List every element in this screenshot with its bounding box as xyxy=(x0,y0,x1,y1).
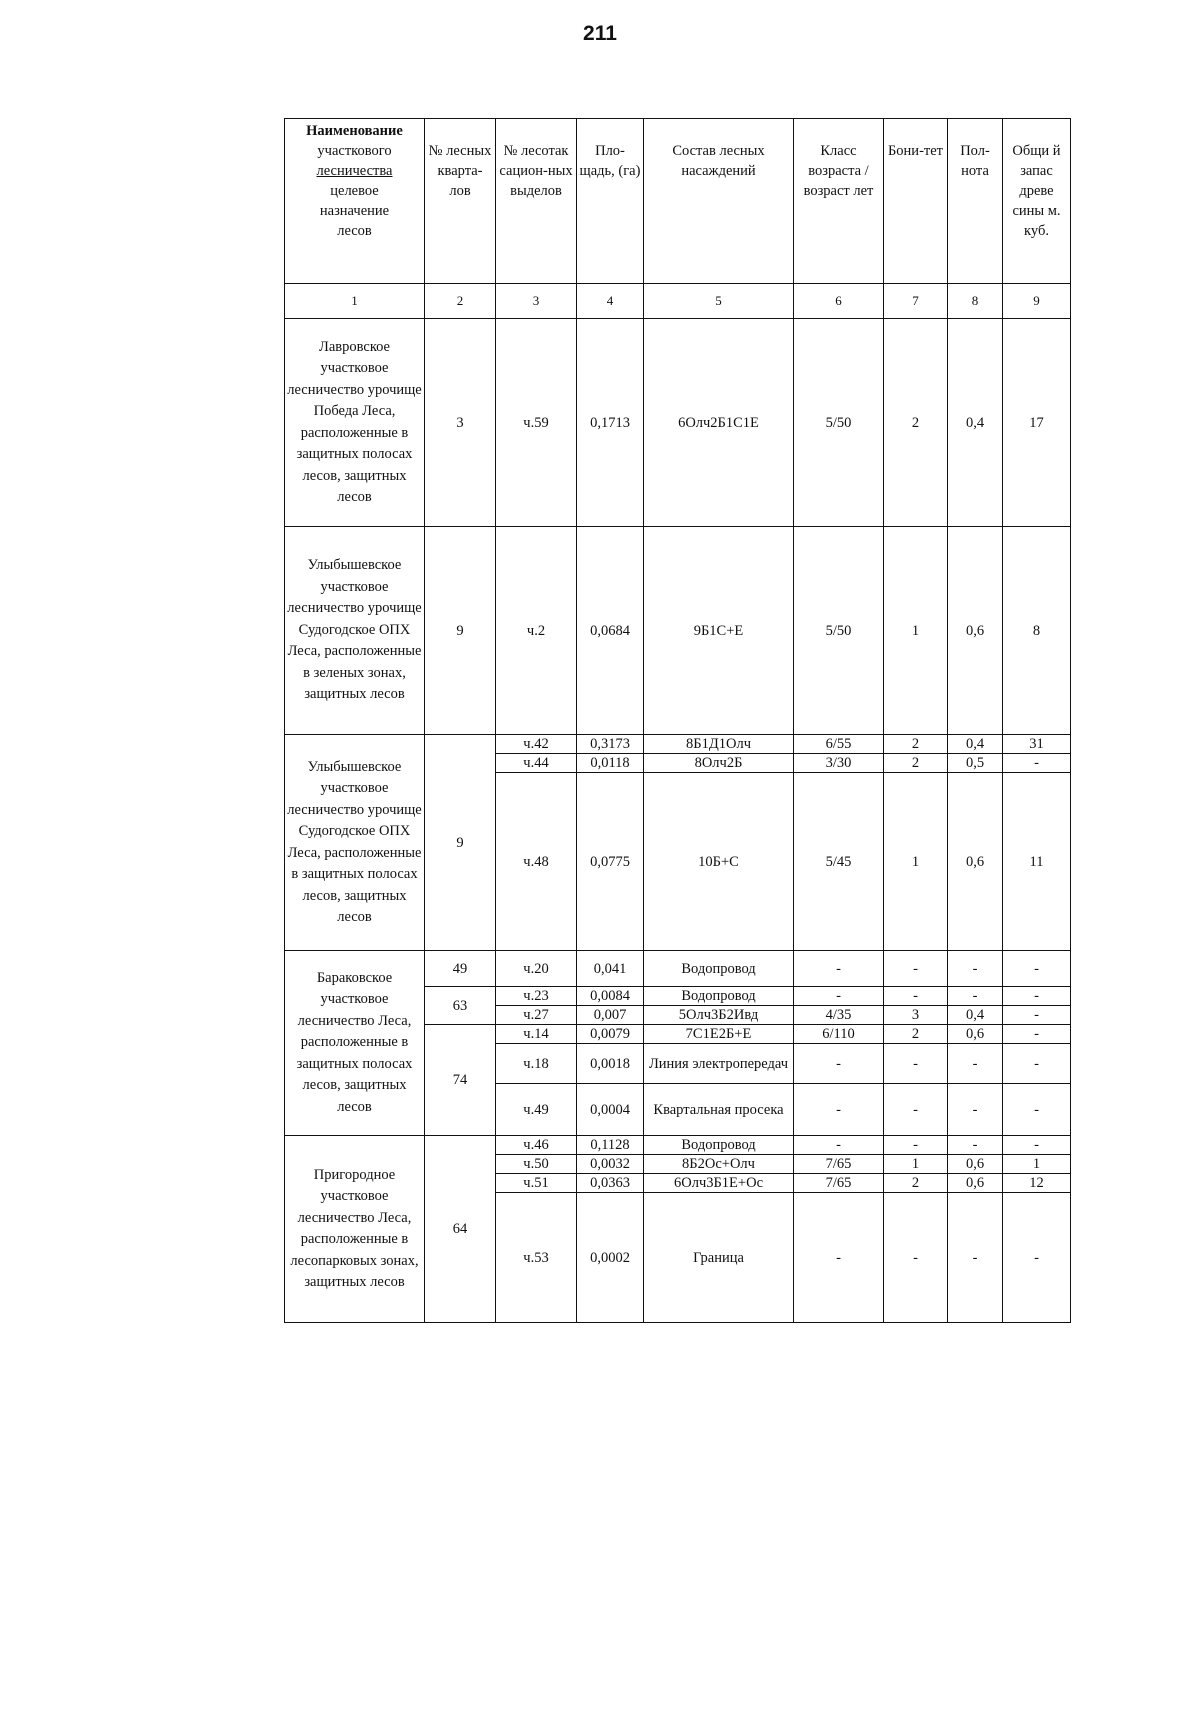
header-name xyxy=(285,119,425,284)
table-row xyxy=(285,951,1071,987)
stock-cell: - xyxy=(1003,1084,1071,1136)
density-cell: 0,6 xyxy=(948,1174,1003,1193)
stock-cell: - xyxy=(1003,987,1071,1006)
header-name-line: участкового xyxy=(317,143,392,159)
age-cell: - xyxy=(794,951,884,987)
composition-cell: 5Олч3Б2Ивд xyxy=(644,1006,794,1025)
composition-cell: Граница xyxy=(644,1193,794,1323)
density-cell: - xyxy=(948,1044,1003,1084)
age-cell: 4/35 xyxy=(794,1006,884,1025)
header-name-line: лесничества xyxy=(316,163,393,179)
bonitet-cell: 2 xyxy=(884,754,948,773)
age-cell: 6/55 xyxy=(794,735,884,754)
age-cell: - xyxy=(794,987,884,1006)
quarter-cell: 63 xyxy=(425,987,496,1025)
area-cell: 0,0032 xyxy=(577,1155,644,1174)
density-cell: - xyxy=(948,987,1003,1006)
vydel-cell: ч.46 xyxy=(496,1136,577,1155)
composition-cell: 7С1Е2Б+Е xyxy=(644,1025,794,1044)
bonitet-cell: - xyxy=(884,1193,948,1323)
density-cell: 0,6 xyxy=(948,527,1003,735)
vydel-cell: ч.2 xyxy=(496,527,577,735)
bonitet-cell: - xyxy=(884,987,948,1006)
composition-cell: Водопровод xyxy=(644,951,794,987)
vydel-cell: ч.59 xyxy=(496,319,577,527)
column-number: 2 xyxy=(425,284,496,319)
header-name-line: лесов xyxy=(337,223,372,239)
area-cell: 0,1713 xyxy=(577,319,644,527)
vydel-cell: ч.50 xyxy=(496,1155,577,1174)
vydel-cell: ч.18 xyxy=(496,1044,577,1084)
vydel-cell: ч.42 xyxy=(496,735,577,754)
vydel-cell: ч.49 xyxy=(496,1084,577,1136)
header-vydel: № лесотак сацион-ных выделов xyxy=(496,119,577,284)
vydel-cell: ч.53 xyxy=(496,1193,577,1323)
composition-cell: 6Олч2Б1С1Е xyxy=(644,319,794,527)
composition-cell: Квартальная просека xyxy=(644,1084,794,1136)
quarter-cell: 9 xyxy=(425,527,496,735)
vydel-cell: ч.44 xyxy=(496,754,577,773)
column-number: 6 xyxy=(794,284,884,319)
composition-cell: 6Олч3Б1Е+Ос xyxy=(644,1174,794,1193)
composition-cell: Водопровод xyxy=(644,1136,794,1155)
quarter-cell: 9 xyxy=(425,735,496,951)
header-row xyxy=(285,119,1071,284)
column-number: 5 xyxy=(644,284,794,319)
vydel-cell: ч.48 xyxy=(496,773,577,951)
page-number: 211 xyxy=(583,22,617,45)
header-composition: Состав лесных насаждений xyxy=(644,119,794,284)
age-cell: - xyxy=(794,1084,884,1136)
area-cell: 0,0079 xyxy=(577,1025,644,1044)
age-cell: 3/30 xyxy=(794,754,884,773)
bonitet-cell: 1 xyxy=(884,773,948,951)
age-cell: - xyxy=(794,1193,884,1323)
header-area: Пло-щадь, (га) xyxy=(577,119,644,284)
composition-cell: Линия электропередач xyxy=(644,1044,794,1084)
table-row xyxy=(285,319,1071,527)
area-cell: 0,1128 xyxy=(577,1136,644,1155)
header-bonitet: Бони-тет xyxy=(884,119,948,284)
age-cell: - xyxy=(794,1136,884,1155)
stock-cell: 12 xyxy=(1003,1174,1071,1193)
bonitet-cell: 2 xyxy=(884,319,948,527)
quarter-cell: 3 xyxy=(425,319,496,527)
quarter-cell: 64 xyxy=(425,1136,496,1323)
header-name-line: целевое xyxy=(330,183,379,199)
composition-cell: 10Б+С xyxy=(644,773,794,951)
area-cell: 0,0775 xyxy=(577,773,644,951)
area-cell: 0,0118 xyxy=(577,754,644,773)
column-number: 3 xyxy=(496,284,577,319)
age-cell: 5/50 xyxy=(794,319,884,527)
area-cell: 0,0018 xyxy=(577,1044,644,1084)
density-cell: 0,4 xyxy=(948,735,1003,754)
column-number-row xyxy=(285,284,1071,319)
stock-cell: 8 xyxy=(1003,527,1071,735)
age-cell: 6/110 xyxy=(794,1025,884,1044)
age-cell: 7/65 xyxy=(794,1155,884,1174)
stock-cell: 31 xyxy=(1003,735,1071,754)
area-cell: 0,3173 xyxy=(577,735,644,754)
stock-cell: 1 xyxy=(1003,1155,1071,1174)
forestry-name: Лавровское участковое лесничество урочище Победа Леса, расположенные в защитных полосах лесов, защитных лесов xyxy=(285,319,425,527)
bonitet-cell: 1 xyxy=(884,527,948,735)
header-age: Класс возраста /возраст лет xyxy=(794,119,884,284)
header-name-line: назначение xyxy=(319,203,390,219)
header-stock: Общи й запас древе сины м. куб. xyxy=(1003,119,1071,284)
area-cell: 0,0684 xyxy=(577,527,644,735)
age-cell: 7/65 xyxy=(794,1174,884,1193)
quarter-cell: 74 xyxy=(425,1025,496,1136)
age-cell: 5/50 xyxy=(794,527,884,735)
stock-cell: - xyxy=(1003,1193,1071,1323)
composition-cell: 8Б1Д1Олч xyxy=(644,735,794,754)
vydel-cell: ч.20 xyxy=(496,951,577,987)
table-row xyxy=(285,1136,1071,1155)
stock-cell: - xyxy=(1003,1025,1071,1044)
header-quarter: № лесных кварта-лов xyxy=(425,119,496,284)
area-cell: 0,0084 xyxy=(577,987,644,1006)
area-cell: 0,0002 xyxy=(577,1193,644,1323)
area-cell: 0,007 xyxy=(577,1006,644,1025)
stock-cell: 17 xyxy=(1003,319,1071,527)
bonitet-cell: - xyxy=(884,1044,948,1084)
density-cell: 0,6 xyxy=(948,1155,1003,1174)
stock-cell: - xyxy=(1003,1006,1071,1025)
column-number: 7 xyxy=(884,284,948,319)
bonitet-cell: 2 xyxy=(884,1025,948,1044)
area-cell: 0,0363 xyxy=(577,1174,644,1193)
header-name-line: Наименование xyxy=(306,123,403,139)
density-cell: 0,4 xyxy=(948,319,1003,527)
composition-cell: 8Б2Ос+Олч xyxy=(644,1155,794,1174)
column-number: 1 xyxy=(285,284,425,319)
density-cell: - xyxy=(948,1193,1003,1323)
stock-cell: - xyxy=(1003,754,1071,773)
table-row xyxy=(285,735,1071,754)
table-row xyxy=(285,527,1071,735)
age-cell: 5/45 xyxy=(794,773,884,951)
age-cell: - xyxy=(794,1044,884,1084)
density-cell: - xyxy=(948,1136,1003,1155)
density-cell: 0,6 xyxy=(948,773,1003,951)
column-number: 8 xyxy=(948,284,1003,319)
stock-cell: - xyxy=(1003,1044,1071,1084)
stock-cell: - xyxy=(1003,1136,1071,1155)
header-density: Пол-нота xyxy=(948,119,1003,284)
density-cell: 0,4 xyxy=(948,1006,1003,1025)
forestry-name: Пригородное участковое лесничество Леса, расположенные в лесопарковых зонах, защитных лесов xyxy=(285,1136,425,1323)
density-cell: - xyxy=(948,1084,1003,1136)
density-cell: 0,5 xyxy=(948,754,1003,773)
column-number: 9 xyxy=(1003,284,1071,319)
density-cell: 0,6 xyxy=(948,1025,1003,1044)
bonitet-cell: - xyxy=(884,1136,948,1155)
vydel-cell: ч.23 xyxy=(496,987,577,1006)
density-cell: - xyxy=(948,951,1003,987)
column-number: 4 xyxy=(577,284,644,319)
vydel-cell: ч.27 xyxy=(496,1006,577,1025)
composition-cell: Водопровод xyxy=(644,987,794,1006)
vydel-cell: ч.14 xyxy=(496,1025,577,1044)
bonitet-cell: - xyxy=(884,951,948,987)
composition-cell: 8Олч2Б xyxy=(644,754,794,773)
stock-cell: - xyxy=(1003,951,1071,987)
forestry-name: Бараковское участковое лесничество Леса, расположенные в защитных полосах лесов, защитных лесов xyxy=(285,951,425,1136)
bonitet-cell: 2 xyxy=(884,1174,948,1193)
bonitet-cell: 2 xyxy=(884,735,948,754)
forestry-name: Улыбышевское участковое лесничество урочище Судогодское ОПХ Леса, расположенные в защитных полосах лесов, защитных лесов xyxy=(285,735,425,951)
quarter-cell: 49 xyxy=(425,951,496,987)
forestry-name: Улыбышевское участковое лесничество урочище Судогодское ОПХ Леса, расположенные в зеленых зонах, защитных лесов xyxy=(285,527,425,735)
area-cell: 0,0004 xyxy=(577,1084,644,1136)
bonitet-cell: - xyxy=(884,1084,948,1136)
bonitet-cell: 1 xyxy=(884,1155,948,1174)
vydel-cell: ч.51 xyxy=(496,1174,577,1193)
bonitet-cell: 3 xyxy=(884,1006,948,1025)
composition-cell: 9Б1С+Е xyxy=(644,527,794,735)
stock-cell: 11 xyxy=(1003,773,1071,951)
area-cell: 0,041 xyxy=(577,951,644,987)
forest-inventory-table xyxy=(284,118,1071,1323)
